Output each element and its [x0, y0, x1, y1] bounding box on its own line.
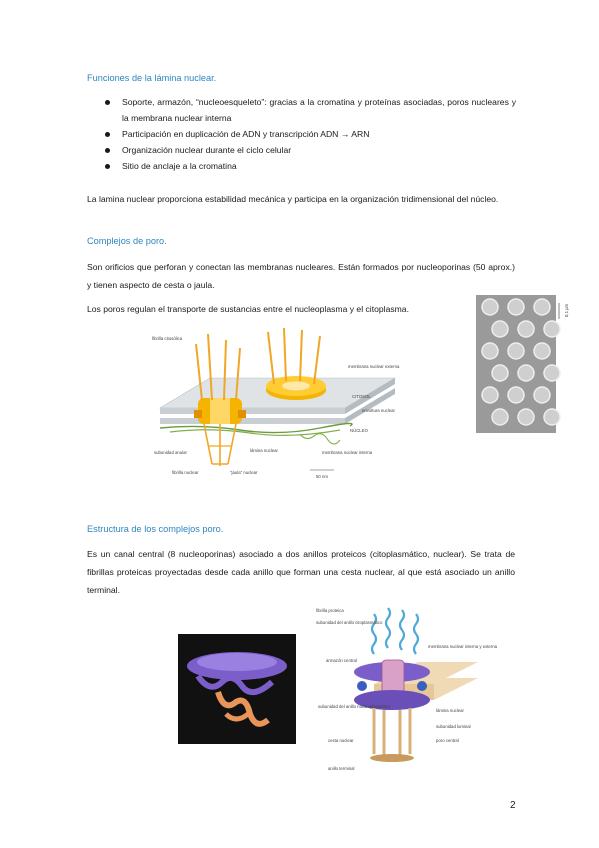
section-heading-pore-structure: Estructura de los complejos poro. [87, 524, 224, 534]
pore-rosette [534, 343, 550, 359]
list-item: Soporte, armazón, “nucleoesqueleto”: gracias a la cromatina y proteínas asociadas, poros nucleares y la membrana nuclear interna [105, 94, 516, 126]
label-jaula-nuclear: "jaula" nuclear [230, 470, 258, 475]
pore-rosette [508, 299, 524, 315]
section-heading-lamina-functions: Funciones de la lámina nuclear. [87, 73, 217, 83]
label-subunidad-luminal: subunidad luminal [436, 724, 471, 729]
bullet-icon [105, 132, 110, 137]
pore-complex-illustration [150, 326, 410, 491]
pore-rosette [534, 387, 550, 403]
paragraph-pore-definition: Son orificios que perforan y conectan las membranas nucleares. Están formados por nucleoporinas (50 aprox.) y tienen aspecto de cesta o jaula. [87, 262, 515, 290]
pore-rosette [508, 343, 524, 359]
paragraph-pore-structure: Es un canal central (8 nucleoporinas) asociado a dos anillos proteicos (citoplasmático, nuclear). Se trata de fibrillas proteicas proyectadas desde cada anillo que forman una cesta nuclear, al que está asociado un anillo terminal. [87, 549, 515, 595]
label-poro-central: poro central [436, 738, 459, 743]
label-anillo-nucleoplasmatico: subunidad del anillo nucleoplasmático [318, 704, 391, 709]
list-item: Sitio de anclaje a la cromatina [105, 158, 516, 174]
list-item: Participación en duplicación de ADN y transcripción ADN → ARN [105, 126, 516, 142]
label-scale-50nm: 50 nm [316, 474, 328, 479]
pore-rosette [482, 343, 498, 359]
label-membrana-interna: membrana nuclear interna [322, 450, 373, 455]
pore-structure-figure [178, 604, 498, 782]
label-anillo-citoplasmatico: subunidad del anillo citoplasmático [316, 620, 383, 625]
section-heading-pore-complexes: Complejos de poro. [87, 236, 167, 246]
label-lamina-nuclear-2: lámina nuclear [436, 708, 464, 713]
label-membrana-nuclear: membrana nuclear interna y externa [428, 644, 498, 649]
lamina-functions-list [105, 94, 516, 174]
label-fibrilla-nuclear: fibrilla nuclear [172, 470, 199, 475]
pore-rosette [492, 321, 508, 337]
page-number: 2 [510, 800, 516, 811]
label-membrana-externa: membrana nuclear externa [348, 364, 400, 369]
pore-rosette [482, 387, 498, 403]
pore-rosette [534, 299, 550, 315]
pore-rosette [518, 321, 534, 337]
label-micrograph-scale: 0,1 µm [564, 303, 569, 317]
label-nucleo: NÚCLEO [350, 428, 368, 433]
pore-micrograph-image [476, 295, 571, 433]
label-lamina-nuclear: lámina nuclear [250, 448, 278, 453]
pore-rosette [492, 365, 508, 381]
paragraph-lamina-stability: La lamina nuclear proporciona estabilidad mecánica y participa en la organización tridimensional del núcleo. [87, 194, 499, 204]
label-fibrilla-proteica: fibrilla proteica [316, 608, 344, 613]
label-armazon-central: armazón central [326, 658, 357, 663]
pore-rosette [508, 387, 524, 403]
bullet-icon [105, 148, 110, 153]
pore-rosette [518, 365, 534, 381]
label-cesta-nuclear: cesta nuclear [328, 738, 354, 743]
label-fibrilla-citosolica: fibrilla citosólica [152, 336, 183, 341]
label-citosol: CITOSOL [352, 394, 371, 399]
bullet-icon [105, 100, 110, 105]
pore-rosette [544, 365, 560, 381]
pore-rosette [518, 409, 534, 425]
pore-rosette [482, 299, 498, 315]
pore-rosette [544, 409, 560, 425]
pore-rosette [544, 321, 560, 337]
bullet-icon [105, 164, 110, 169]
label-subunidad-anular: subunidad anular [154, 450, 187, 455]
paragraph-pore-transport: Los poros regulan el transporte de sustancias entre el nucleoplasma y el citoplasma. [87, 304, 409, 314]
pore-rosette [492, 409, 508, 425]
label-envoltura-nuclear: envoltura nuclear [362, 408, 395, 413]
list-item: Organización nuclear durante el ciclo celular [105, 142, 516, 158]
label-anillo-terminal: anillo terminal [328, 766, 355, 771]
